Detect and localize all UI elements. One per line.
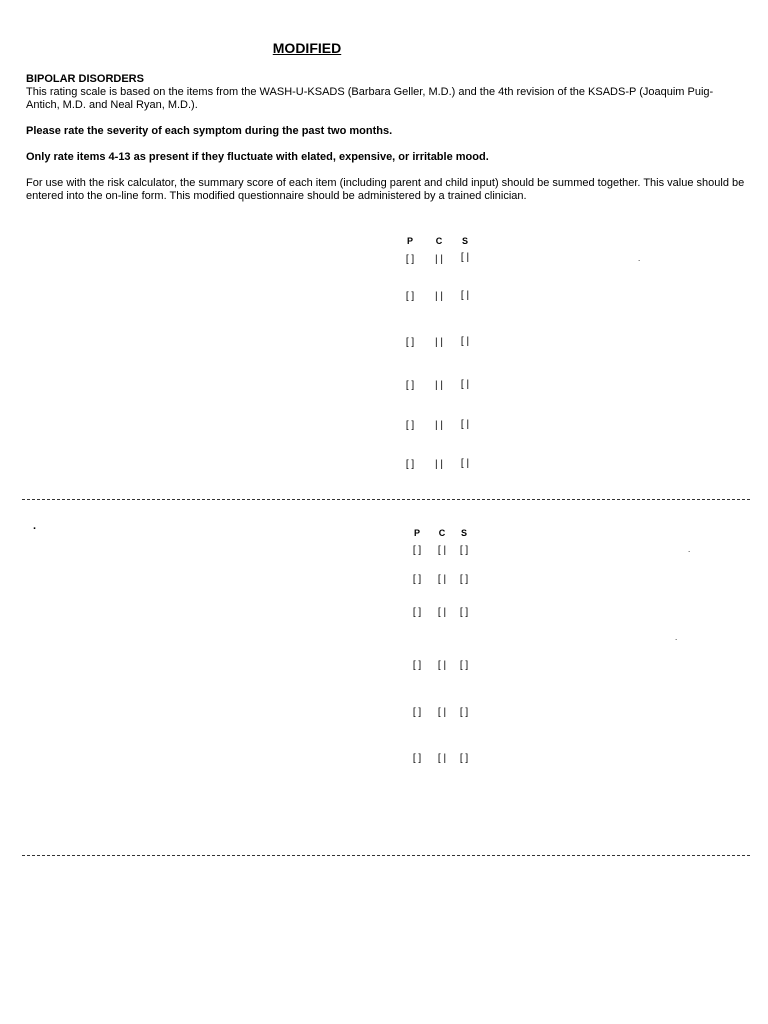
child-rating-box[interactable]: [ | bbox=[437, 753, 447, 764]
summary-rating-box[interactable]: [ ] bbox=[459, 660, 469, 671]
column-header-summary: S bbox=[461, 236, 468, 246]
parent-rating-box[interactable]: [ ] bbox=[412, 753, 422, 764]
parent-rating-box[interactable]: [ ] bbox=[405, 380, 415, 391]
parent-rating-box[interactable]: [ ] bbox=[412, 707, 422, 718]
child-rating-box[interactable]: [ | bbox=[437, 707, 447, 718]
section-heading: BIPOLAR DISORDERS bbox=[26, 73, 144, 85]
column-header-child: C bbox=[435, 236, 443, 246]
intro-block bbox=[26, 73, 746, 203]
summary-rating-box[interactable]: [ ] bbox=[459, 545, 469, 556]
parent-rating-box[interactable]: [ ] bbox=[405, 291, 415, 302]
summary-rating-box[interactable]: [ | bbox=[460, 419, 470, 430]
child-rating-box[interactable]: | | bbox=[435, 291, 443, 302]
summary-rating-box[interactable]: [ | bbox=[460, 379, 470, 390]
column-header-parent: P bbox=[413, 528, 420, 538]
section-two-marker: . bbox=[33, 520, 37, 532]
child-rating-box[interactable]: [ | bbox=[437, 607, 447, 618]
parent-rating-box[interactable]: [ ] bbox=[405, 254, 415, 265]
child-rating-box[interactable]: | | bbox=[435, 420, 443, 431]
summary-rating-box[interactable]: [ ] bbox=[459, 574, 469, 585]
summary-rating-box[interactable]: [ | bbox=[460, 290, 470, 301]
summary-rating-box[interactable]: [ | bbox=[460, 458, 470, 469]
parent-rating-box[interactable]: [ ] bbox=[412, 545, 422, 556]
child-rating-box[interactable]: [ | bbox=[437, 660, 447, 671]
stray-mark: . bbox=[638, 254, 641, 263]
parent-rating-box[interactable]: [ ] bbox=[405, 420, 415, 431]
child-rating-box[interactable]: | | bbox=[435, 459, 443, 470]
summary-rating-box[interactable]: [ | bbox=[460, 252, 470, 263]
column-header-parent: P bbox=[406, 236, 413, 246]
child-rating-box[interactable]: [ | bbox=[437, 574, 447, 585]
column-header-summary: S bbox=[460, 528, 467, 538]
child-rating-box[interactable]: [ | bbox=[437, 545, 447, 556]
parent-rating-box[interactable]: [ ] bbox=[412, 660, 422, 671]
usage-note: For use with the risk calculator, the summary score of each item (including parent and child input) should be summed together. This value should be entered into the on-line form. This modified questionnaire should be administered by a trained clinician. bbox=[26, 177, 745, 202]
stray-mark: . bbox=[675, 633, 678, 642]
parent-rating-box[interactable]: [ ] bbox=[405, 337, 415, 348]
parent-rating-box[interactable]: [ ] bbox=[412, 574, 422, 585]
severity-instruction: Please rate the severity of each symptom during the past two months. bbox=[26, 125, 393, 137]
page-title: MODIFIED bbox=[272, 40, 342, 56]
child-rating-box[interactable]: | | bbox=[435, 337, 443, 348]
section-divider bbox=[22, 499, 750, 500]
column-header-child: C bbox=[438, 528, 446, 538]
child-rating-box[interactable]: | | bbox=[435, 254, 443, 265]
summary-rating-box[interactable]: [ ] bbox=[459, 607, 469, 618]
child-rating-box[interactable]: | | bbox=[435, 380, 443, 391]
stray-mark: . bbox=[688, 545, 691, 554]
parent-rating-box[interactable]: [ ] bbox=[412, 607, 422, 618]
fluctuation-instruction: Only rate items 4-13 as present if they fluctuate with elated, expensive, or irritable mood. bbox=[26, 151, 489, 163]
scale-description: This rating scale is based on the items from the WASH-U-KSADS (Barbara Geller, M.D.) and the 4th revision of the KSADS-P (Joaquim Puig-Antich, M.D. and Neal Ryan, M.D.). bbox=[26, 86, 714, 111]
summary-rating-box[interactable]: [ ] bbox=[459, 753, 469, 764]
summary-rating-box[interactable]: [ ] bbox=[459, 707, 469, 718]
summary-rating-box[interactable]: [ | bbox=[460, 336, 470, 347]
parent-rating-box[interactable]: [ ] bbox=[405, 459, 415, 470]
section-divider bbox=[22, 855, 750, 856]
